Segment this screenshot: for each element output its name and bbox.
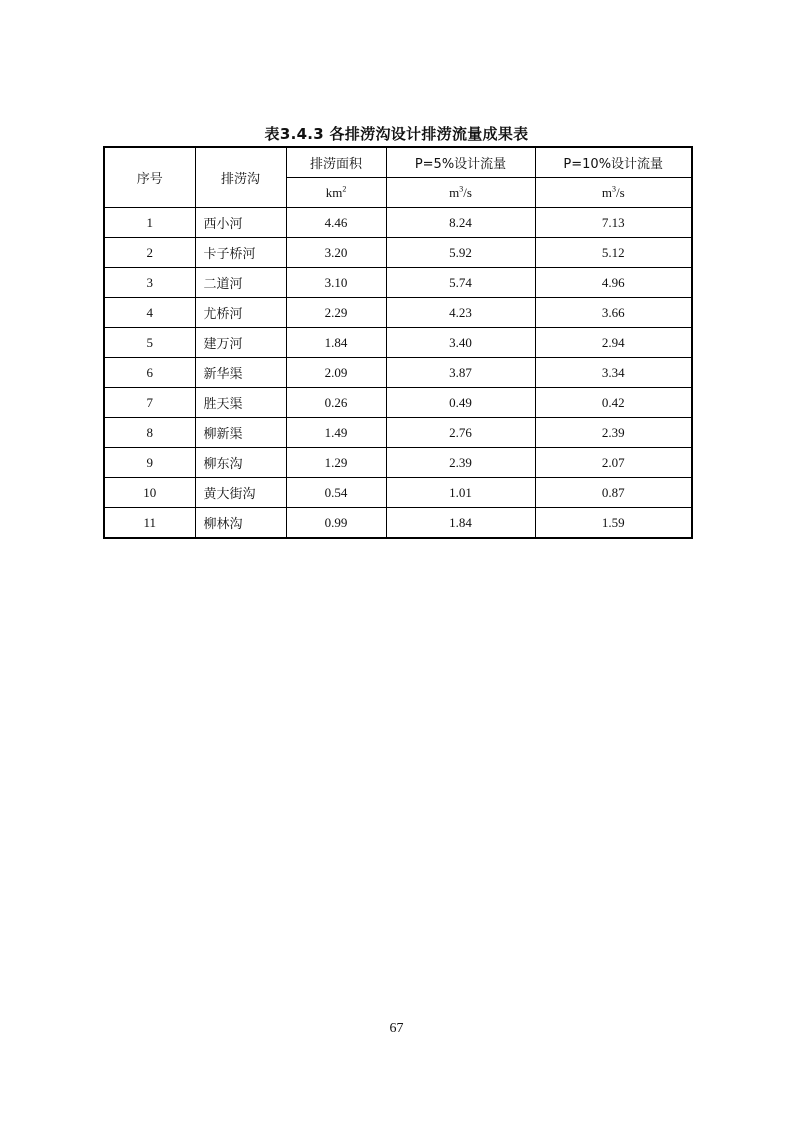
p10-flow-value: 3.66 (535, 298, 692, 328)
p10-unit-exp: 3 (611, 184, 616, 194)
header-p10: P=10%设计流量 (535, 147, 692, 178)
ditch-name: 尤桥河 (195, 298, 286, 328)
ditch-name: 柳新渠 (195, 418, 286, 448)
p10-flow-value: 0.87 (535, 478, 692, 508)
ditch-name: 二道河 (195, 268, 286, 298)
row-number: 5 (104, 328, 195, 358)
row-number: 10 (104, 478, 195, 508)
ditch-name: 胜天渠 (195, 388, 286, 418)
area-value: 3.20 (286, 238, 386, 268)
p10-flow-value: 1.59 (535, 508, 692, 539)
p10-flow-value: 0.42 (535, 388, 692, 418)
table-row (104, 268, 692, 298)
area-value: 2.09 (286, 358, 386, 388)
p10-flow-value: 7.13 (535, 208, 692, 238)
p5-flow-value: 8.24 (386, 208, 535, 238)
p5-flow-value: 0.49 (386, 388, 535, 418)
area-unit-exp: 2 (342, 184, 347, 194)
p10-flow-value: 3.34 (535, 358, 692, 388)
p5-unit-tail: /s (463, 184, 472, 200)
ditch-name: 新华渠 (195, 358, 286, 388)
table-row (104, 238, 692, 268)
area-value: 2.29 (286, 298, 386, 328)
p10-flow-value: 2.39 (535, 418, 692, 448)
ditch-name: 西小河 (195, 208, 286, 238)
p5-flow-value: 1.01 (386, 478, 535, 508)
table-row (104, 298, 692, 328)
drainage-flow-table (103, 146, 693, 539)
table-title: 表3.4.3 各排涝沟设计排涝流量成果表 (264, 125, 529, 143)
header-area: 排涝面积 (286, 147, 386, 178)
row-number: 7 (104, 388, 195, 418)
table-row (104, 478, 692, 508)
row-number: 2 (104, 238, 195, 268)
p5-flow-value: 3.87 (386, 358, 535, 388)
ditch-name: 建万河 (195, 328, 286, 358)
header-index: 序号 (104, 147, 195, 208)
area-value: 1.29 (286, 448, 386, 478)
p10-flow-value: 2.07 (535, 448, 692, 478)
table-row (104, 328, 692, 358)
p10-unit-base: m (601, 184, 612, 200)
row-number: 8 (104, 418, 195, 448)
area-value: 0.99 (286, 508, 386, 539)
p10-unit-tail: /s (615, 184, 625, 200)
header-row-1 (104, 147, 692, 178)
area-value: 4.46 (286, 208, 386, 238)
row-number: 6 (104, 358, 195, 388)
ditch-name: 黄大街沟 (195, 478, 286, 508)
table-row (104, 358, 692, 388)
p5-flow-value: 3.40 (386, 328, 535, 358)
ditch-name: 柳林沟 (195, 508, 286, 539)
p10-flow-value: 5.12 (535, 238, 692, 268)
table-row (104, 448, 692, 478)
table-row (104, 508, 692, 539)
row-number: 3 (104, 268, 195, 298)
p5-flow-value: 1.84 (386, 508, 535, 539)
p5-flow-value: 2.76 (386, 418, 535, 448)
header-area-unit (286, 178, 386, 208)
row-number: 9 (104, 448, 195, 478)
p5-unit-base: m (449, 184, 460, 200)
header-p10-unit (535, 178, 692, 208)
table-row (104, 208, 692, 238)
p5-flow-value: 2.39 (386, 448, 535, 478)
p10-flow-value: 4.96 (535, 268, 692, 298)
table-row (104, 418, 692, 448)
row-number: 11 (104, 508, 195, 539)
header-ditch: 排涝沟 (195, 147, 286, 208)
area-value: 1.84 (286, 328, 386, 358)
header-p5: P=5%设计流量 (386, 147, 535, 178)
p10-flow-value: 2.94 (535, 328, 692, 358)
p5-flow-value: 5.92 (386, 238, 535, 268)
row-number: 4 (104, 298, 195, 328)
p5-unit-exp: 3 (459, 184, 464, 194)
area-value: 1.49 (286, 418, 386, 448)
ditch-name: 卡子桥河 (195, 238, 286, 268)
area-unit-base: km (325, 184, 343, 200)
p5-flow-value: 4.23 (386, 298, 535, 328)
table-row (104, 388, 692, 418)
area-value: 3.10 (286, 268, 386, 298)
row-number: 1 (104, 208, 195, 238)
p5-flow-value: 5.74 (386, 268, 535, 298)
header-p5-unit (386, 178, 535, 208)
area-value: 0.54 (286, 478, 386, 508)
ditch-name: 柳东沟 (195, 448, 286, 478)
area-value: 0.26 (286, 388, 386, 418)
page-number: 67 (389, 1021, 404, 1036)
